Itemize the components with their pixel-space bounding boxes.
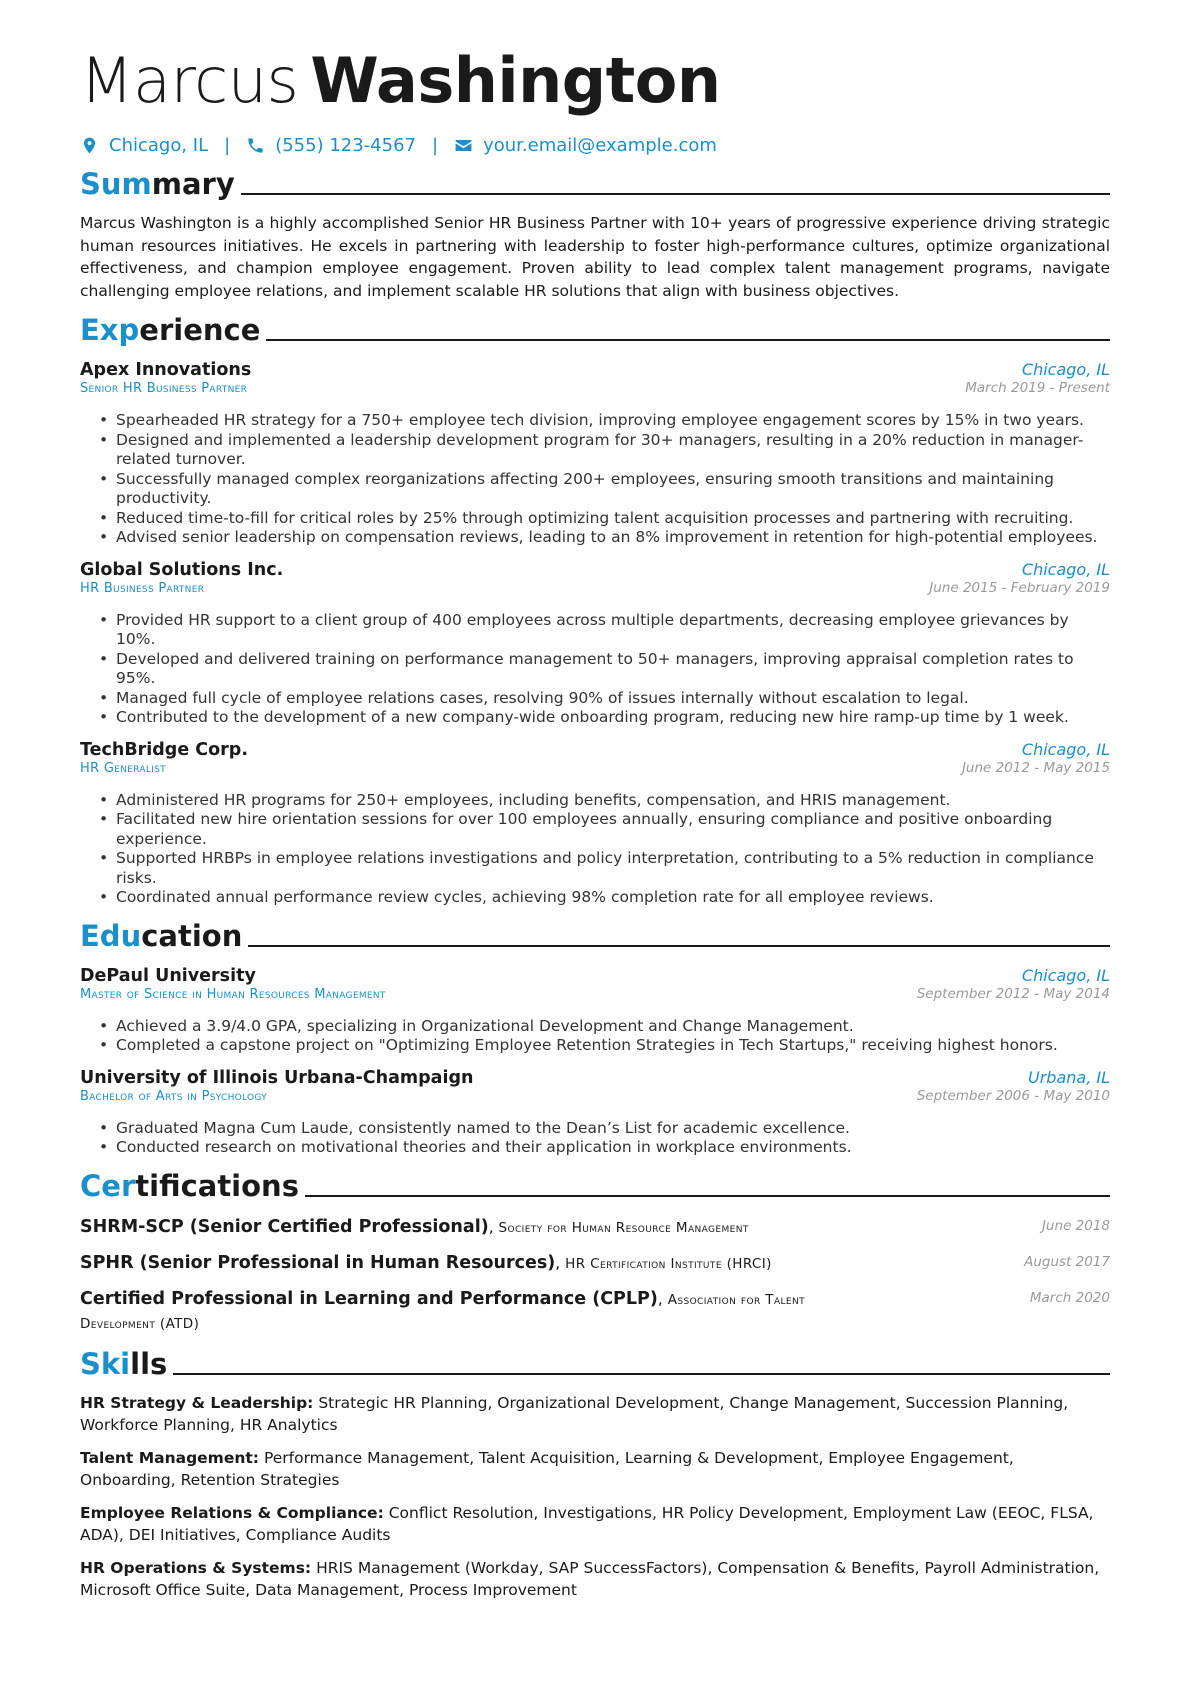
cert-date: August 2017 [1024, 1253, 1110, 1270]
school-bullets [80, 1017, 1110, 1056]
heading-accent: Ski [80, 1346, 131, 1381]
section-rule [305, 1195, 1110, 1197]
job-location: Chicago, IL [1021, 739, 1110, 759]
certifications-heading [80, 1168, 1110, 1204]
job-bullets [80, 791, 1110, 908]
heading-rest: mary [151, 167, 235, 201]
job-location: Chicago, IL [1021, 360, 1110, 379]
bullet-item: • Conducted research on motivational theories and their application in workplace environments. [116, 1138, 1110, 1158]
job-title: HR Business Partner [80, 580, 205, 596]
contact-separator: | [432, 135, 439, 156]
bullet-item: • Provided HR support to a client group of 400 employees across multiple departments, decreasing employee grievances by 10%. [116, 611, 1110, 650]
cert-name: Certified Professional in Learning and Performance (CPLP) [80, 1288, 658, 1309]
skill-category: Talent Management: [80, 1448, 259, 1467]
certification-item: SPHR (Senior Professional in Human Resources), HR Certification Institute (HRCI) August 2017 [80, 1252, 1110, 1273]
certification-item: SHRM-SCP (Senior Certified Professional), Society for Human Resource Management June 2018 [80, 1216, 1110, 1237]
heading-accent: Cer [80, 1168, 136, 1203]
education-entry [80, 966, 1110, 1056]
cert-name: SPHR (Senior Professional in Human Resources) [80, 1252, 556, 1273]
location-text: Chicago, IL [109, 135, 209, 156]
bullet-item: • Achieved a 3.9/4.0 GPA, specializing in Organizational Development and Change Management. [116, 1017, 1110, 1037]
contact-phone[interactable] [246, 135, 416, 156]
cert-date: March 2020 [1029, 1289, 1110, 1306]
skill-list: Strategic HR Planning, Organizational Development, Change Management, Succession Planning, Workforce Planning, HR Analytics [80, 1393, 1069, 1434]
company-name: Global Solutions Inc. [80, 559, 284, 580]
bullet-item: • Facilitated new hire orientation sessions for over 100 employees annually, ensuring compliance and positive onboarding experience. [116, 810, 1110, 849]
job-title: Senior HR Business Partner [80, 381, 248, 396]
bullet-item: • Successfully managed complex reorganizations affecting 200+ employees, ensuring smooth transitions and maintaining productivity. [116, 470, 1110, 509]
section-rule [173, 1373, 1110, 1375]
bullet-item: • Spearheaded HR strategy for a 750+ employee tech division, improving employee engagement scores by 15% in two years. [116, 411, 1110, 431]
skill-group [80, 1447, 1110, 1492]
skill-list: HRIS Management (Workday, SAP SuccessFactors), Compensation & Benefits, Payroll Administration, Microsoft Office Suite, Data Management, Process Improvement [80, 1558, 1100, 1599]
job-dates: June 2015 - February 2019 [929, 579, 1110, 596]
skills-title [80, 1346, 167, 1382]
school-location: Urbana, IL [1028, 1067, 1110, 1087]
bullet-item: • Advised senior leadership on compensation reviews, leading to an 8% improvement in retention for high-potential employees. [116, 528, 1110, 548]
skill-group [80, 1557, 1110, 1602]
job-title: HR Generalist [80, 760, 166, 776]
experience-title [80, 312, 260, 348]
skills-heading [80, 1346, 1110, 1382]
degree: Bachelor of Arts in Psychology [80, 1088, 268, 1104]
section-rule [266, 339, 1110, 341]
contact-location [80, 135, 208, 156]
last-name: Washington [310, 44, 721, 117]
company-name: Apex Innovations [80, 360, 252, 380]
contact-email[interactable] [454, 135, 717, 156]
skill-group [80, 1502, 1110, 1547]
email-link[interactable]: your.email@example.com [483, 135, 717, 156]
skill-category: HR Strategy & Leadership: [80, 1393, 314, 1412]
job-bullets [80, 611, 1110, 728]
heading-accent: Sum [80, 167, 152, 201]
company-name: TechBridge Corp. [80, 739, 248, 760]
cert-date: June 2018 [1041, 1217, 1110, 1234]
cert-issuer: Society for Human Resource Management [498, 1219, 749, 1236]
skill-list: Performance Management, Talent Acquisition, Learning & Development, Employee Engagement, Onboarding, Retention Strategies [80, 1448, 1014, 1489]
heading-rest: cation [141, 918, 243, 953]
school-name: DePaul University [80, 965, 256, 986]
experience-entry [80, 560, 1110, 728]
job-location: Chicago, IL [1021, 559, 1110, 579]
job-dates: March 2019 - Present [965, 380, 1110, 396]
bullet-item: • Contributed to the development of a new company-wide onboarding program, reducing new hire ramp-up time by 1 week. [116, 708, 1110, 728]
bullet-item: • Supported HRBPs in employee relations investigations and policy interpretation, contributing to a 5% reduction in compliance risks. [116, 849, 1110, 888]
cert-name: SHRM-SCP (Senior Certified Professional) [80, 1216, 489, 1237]
school-dates: September 2012 - May 2014 [916, 985, 1110, 1002]
school-bullets [80, 1119, 1110, 1158]
bullet-item: • Completed a capstone project on "Optimizing Employee Retention Strategies in Tech Startups," receiving highest honors. [116, 1036, 1110, 1056]
heading-rest: tifications [135, 1168, 299, 1203]
phone-icon [246, 136, 265, 155]
envelope-icon [454, 136, 473, 155]
summary-title [80, 166, 235, 202]
bullet-item: • Designed and implemented a leadership development program for 30+ managers, resulting in a 20% reduction in manager-related turnover. [116, 431, 1110, 470]
section-rule [248, 945, 1110, 947]
heading-accent: Edu [80, 918, 142, 953]
education-heading [80, 918, 1110, 954]
contact-separator: | [224, 135, 231, 156]
bullet-item: • Coordinated annual performance review cycles, achieving 98% completion rate for all employee reviews. [116, 888, 1110, 908]
bullet-item: • Developed and delivered training on performance management to 50+ managers, improving appraisal completion rates to 95%. [116, 650, 1110, 689]
bullet-item: • Managed full cycle of employee relations cases, resolving 90% of issues internally without escalation to legal. [116, 689, 1110, 709]
school-location: Chicago, IL [1021, 965, 1110, 985]
heading-rest: lls [130, 1346, 168, 1381]
heading-accent: Exp [80, 313, 140, 347]
education-entry [80, 1068, 1110, 1158]
school-dates: September 2006 - May 2010 [916, 1087, 1110, 1104]
certifications-title [80, 1168, 299, 1204]
bullet-item: • Reduced time-to-fill for critical roles by 25% through optimizing talent acquisition processes and partnering with recruiting. [116, 509, 1110, 529]
contact-line [80, 135, 1110, 156]
skill-category: HR Operations & Systems: [80, 1558, 312, 1577]
job-dates: June 2012 - May 2015 [961, 759, 1110, 776]
first-name: Marcus [80, 44, 299, 117]
summary-heading [80, 166, 1110, 202]
cert-issuer: HR Certification Institute (HRCI) [565, 1255, 772, 1272]
job-bullets [80, 411, 1110, 548]
cert-issuer: Association for Talent Development (ATD) [80, 1291, 806, 1332]
skill-group [80, 1392, 1110, 1437]
map-pin-icon [80, 136, 99, 155]
heading-rest: erience [139, 313, 261, 347]
candidate-name [80, 45, 1110, 117]
bullet-item: • Administered HR programs for 250+ employees, including benefits, compensation, and HRIS management. [116, 791, 1110, 811]
skill-category: Employee Relations & Compliance: [80, 1503, 384, 1522]
experience-entry [80, 740, 1110, 908]
bullet-item: • Graduated Magna Cum Laude, consistently named to the Dean’s List for academic excellence. [116, 1119, 1110, 1139]
education-title [80, 918, 242, 954]
experience-heading [80, 312, 1110, 348]
certification-item: Certified Professional in Learning and Performance (CPLP), Association for Talent Development (ATD) March 2020 [80, 1288, 1110, 1332]
section-rule [241, 193, 1110, 195]
school-name: University of Illinois Urbana-Champaign [80, 1067, 474, 1088]
degree: Master of Science in Human Resources Management [80, 986, 386, 1002]
phone-text[interactable]: (555) 123-4567 [275, 135, 416, 156]
skill-list: Conflict Resolution, Investigations, HR Policy Development, Employment Law (EEOC, FLSA, ADA), DEI Initiatives, Compliance Audits [80, 1503, 1094, 1544]
summary-text: Marcus Washington is a highly accomplished Senior HR Business Partner with 10+ years of progressive experience driving strategic human resources initiatives. He excels in partnering with leadership to foster high-performance cultures, optimize organizational effectiveness, and champion employee engagement. Proven ability to lead complex talent management programs, navigate challenging employee relations, and implement scalable HR solutions that align with business objectives. [80, 214, 1110, 300]
experience-entry [80, 360, 1110, 548]
